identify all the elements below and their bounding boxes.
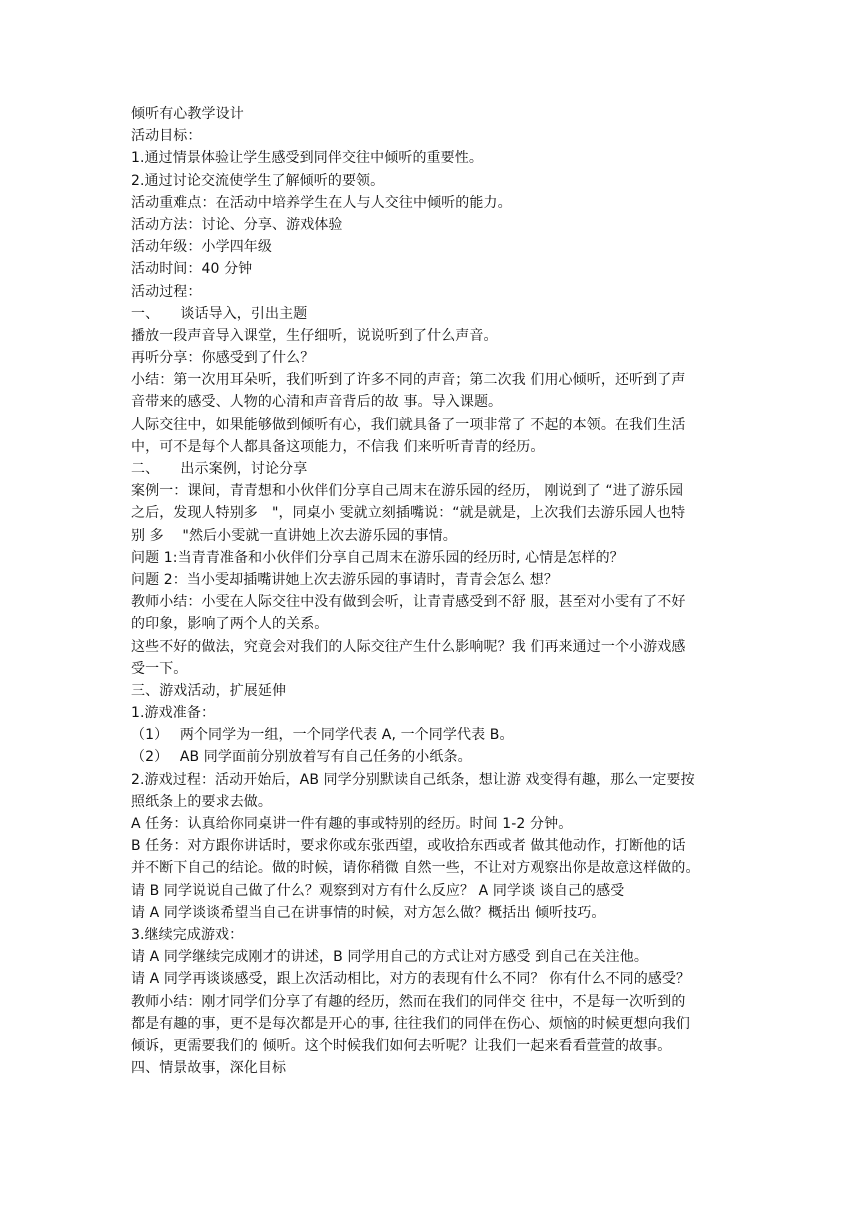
text-line: 活动重难点：在活动中培养学生在人与人交往中倾听的能力。 (131, 194, 512, 211)
text-line: 别 多 "然后小雯就一直讲她上次去游乐园的事情。 (131, 527, 457, 544)
text-line: 二、 出示案例，讨论分享 (131, 461, 308, 477)
text-line: 请 A 同学谈谈希望当自己在讲事情的时候，对方怎么做？概括出 倾听技巧。 (131, 904, 606, 921)
text-line: 再听分享：你感受到了什么？ (131, 350, 315, 367)
text-line: A 任务：认真给你同桌讲一件有趣的事或特别的经历。时间 1-2 分钟。 (131, 816, 573, 832)
text-line: B 任务：对方跟你讲话时，要求你或东张西望，或收拾东西或者 做其他动作，打断他的话 (131, 838, 686, 855)
text-line: （2） AB 同学面前分别放着写有自己任务的小纸条。 (131, 749, 472, 766)
text-line: 的印象，影响了两个人的关系。 (131, 616, 329, 633)
text-line: 2.游戏过程：活动开始后，AB 同学分别默读自己纸条，想让游 戏变得有趣，那么一定要按 (131, 771, 695, 788)
text-line: 照纸条上的要求去做。 (131, 793, 272, 810)
text-line: 小结：第一次用耳朵听，我们听到了许多不同的声音；第二次我 们用心倾听，还听到了声 (131, 372, 686, 389)
text-line: 活动年级：小学四年级 (131, 239, 272, 256)
text-line: 这些不好的做法，究竟会对我们的人际交往产生什么影响呢？我 们再来通过一个小游戏感 (131, 638, 686, 655)
text-line: 受一下。 (131, 660, 188, 677)
text-line: 中，可不是每个人都具备这项能力，不信我 们来听听青青的经历。 (131, 438, 545, 455)
document-body (131, 103, 731, 1079)
text-line: 都是有趣的事，更不是每次都是开心的事, 往往我们的同伴在伤心、烦恼的时候更想向我们 (131, 1015, 690, 1032)
text-line: 人际交往中，如果能够做到倾听有心，我们就具备了一项非常了 不起的本领。在我们生活 (131, 416, 686, 433)
text-line: 1.游戏准备： (131, 705, 216, 722)
text-line: 活动时间：40 分钟 (131, 261, 253, 278)
text-line: 四、情景故事，深化目标 (131, 1060, 287, 1077)
text-line: 并不断下自己的结论。做的时候，请你稍微 自然一些，不让对方观察出你是故意这样做的。 (131, 860, 700, 877)
text-line: 2.通过讨论交流使学生了解倾听的要领。 (131, 172, 385, 189)
text-line: 播放一段声音导入课堂，生仔细听，说说听到了什么声音。 (131, 327, 498, 344)
text-line: 活动方法：讨论、分享、游戏体验 (131, 216, 343, 233)
text-line: 案例一：课间，青青想和小伙伴们分享自己周末在游乐园的经历， 刚说到了 “进了游乐园 (131, 483, 684, 500)
text-line: 问题 1:当青青准备和小伙伴们分享自己周末在游乐园的经历时, 心情是怎样的？ (131, 549, 624, 566)
text-line: 问题 2：当小雯却插嘴讲她上次去游乐园的事请时，青青会怎么 想？ (131, 571, 559, 588)
text-line: 请 B 同学说说自己做了什么？观察到对方有什么反应？ A 同学谈 谈自己的感受 (131, 882, 625, 899)
text-line: 倾诉，更需要我们的 倾听。这个时候我们如何去听呢？让我们一起来看看萱萱的故事。 (131, 1037, 672, 1054)
text-line: 活动过程： (131, 283, 202, 300)
text-line: 音带来的感受、人物的心清和声音背后的故 事。导入课题。 (131, 394, 503, 411)
document-lines (131, 125, 731, 1079)
text-line: 教师小结：小雯在人际交往中没有做到会听，让青青感受到不舒 服，甚至对小雯有了不好 (131, 594, 686, 611)
text-line: 3.继续完成游戏： (131, 926, 244, 943)
text-line: 教师小结：刚才同学们分享了有趣的经历，然而在我们的同伴交 往中，不是每一次听到的 (131, 993, 686, 1010)
text-line: 1.通过情景体验让学生感受到同伴交往中倾听的重要性。 (131, 150, 483, 167)
text-line: 请 A 同学继续完成刚才的讲述，B 同学用自己的方式让对方感受 到自己在关注他。 (131, 949, 648, 966)
document-title: 倾听有心教学设计 (131, 106, 244, 122)
text-line: 一、 谈话导入，引出主题 (131, 305, 308, 322)
text-line: （1） 两个同学为一组，一个同学代表 A, 一个同学代表 B。 (131, 727, 514, 744)
text-line: 请 A 同学再谈谈感受，跟上次活动相比，对方的表现有什么不同？ 你有什么不同的感受？ (131, 971, 691, 988)
text-line: 三、游戏活动，扩展延伸 (131, 682, 287, 699)
text-line: 之后，发现人特别多 "，同桌小 雯就立刻插嘴说：“就是就是，上次我们去游乐园人也特 (131, 505, 686, 522)
text-line: 活动目标： (131, 128, 202, 145)
